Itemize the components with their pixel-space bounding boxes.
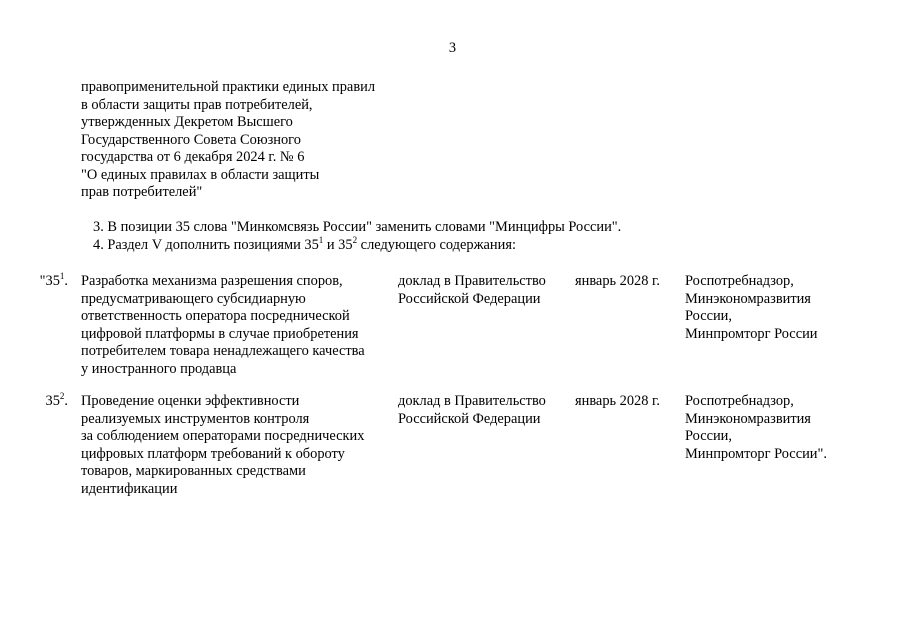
description-cell xyxy=(81,273,391,378)
responsible-line: Роспотребнадзор, xyxy=(685,393,794,409)
item-4-text: и 35 xyxy=(323,237,353,253)
position-number xyxy=(30,393,68,411)
result-cell xyxy=(398,273,568,308)
position-number-text: 35 xyxy=(45,393,60,409)
result-line: доклад в Правительство xyxy=(398,393,546,409)
page-number: 3 xyxy=(448,40,457,56)
description-line: ответственность оператора посреднической xyxy=(81,308,350,324)
description-line: идентификации xyxy=(81,480,178,497)
responsible-cell xyxy=(685,393,875,463)
description-line: Разработка механизма разрешения споров, xyxy=(81,273,343,289)
responsible-line: Роспотребнадзор, xyxy=(685,273,794,289)
description-line: цифровой платформы в случае приобретения xyxy=(81,325,359,342)
responsible-line: Минпромторг России xyxy=(685,325,818,342)
responsible-line: Минэкономразвития xyxy=(685,290,811,307)
item-4-paragraph xyxy=(93,237,516,255)
description-line: Проведение оценки эффективности xyxy=(81,393,300,409)
deadline-cell: январь 2028 г. xyxy=(575,273,660,289)
description-line: потребителем товара ненадлежащего качества xyxy=(81,343,365,359)
responsible-line: России, xyxy=(685,308,732,324)
continuation-text xyxy=(81,79,411,202)
result-cell xyxy=(398,393,568,428)
item-3-paragraph: 3. В позиции 35 слова "Минкомсвязь России" заменить словами "Минцифры России". xyxy=(93,219,622,235)
continuation-line: "О единых правилах в области защиты xyxy=(81,166,320,183)
deadline-cell: январь 2028 г. xyxy=(575,393,660,409)
superscript: 2 xyxy=(352,235,358,246)
position-number xyxy=(30,273,68,291)
result-line: доклад в Правительство xyxy=(398,273,546,289)
description-cell xyxy=(81,393,391,498)
superscript: 2 xyxy=(59,391,65,402)
continuation-line: государства от 6 декабря 2024 г. № 6 xyxy=(81,149,305,165)
description-line: у иностранного продавца xyxy=(81,360,237,377)
continuation-line: Государственного Совета Союзного xyxy=(81,131,301,148)
superscript: 1 xyxy=(318,235,324,246)
item-4-text: следующего содержания: xyxy=(357,237,516,253)
position-number-text: . xyxy=(64,273,68,289)
item-4-text: 4. Раздел V дополнить позициями 35 xyxy=(93,237,319,253)
description-line: предусматривающего субсидиарную xyxy=(81,290,306,307)
position-number-text: . xyxy=(64,393,68,409)
continuation-line: правоприменительной практики единых правил xyxy=(81,79,375,95)
result-line: Российской Федерации xyxy=(398,410,541,427)
responsible-line: Минэкономразвития xyxy=(685,410,811,427)
result-line: Российской Федерации xyxy=(398,290,541,307)
description-line: реализуемых инструментов контроля xyxy=(81,410,310,427)
description-line: товаров, маркированных средствами xyxy=(81,463,306,479)
description-line: цифровых платформ требований к обороту xyxy=(81,445,345,462)
responsible-line: России, xyxy=(685,428,732,444)
continuation-line: в области защиты прав потребителей, xyxy=(81,96,313,113)
continuation-line: утвержденных Декретом Высшего xyxy=(81,114,293,130)
responsible-cell xyxy=(685,273,875,343)
responsible-line: Минпромторг России". xyxy=(685,445,827,462)
superscript: 1 xyxy=(59,271,65,282)
continuation-line: прав потребителей" xyxy=(81,184,203,200)
description-line: за соблюдением операторами посреднических xyxy=(81,428,365,444)
position-number-text: "35 xyxy=(39,273,60,289)
